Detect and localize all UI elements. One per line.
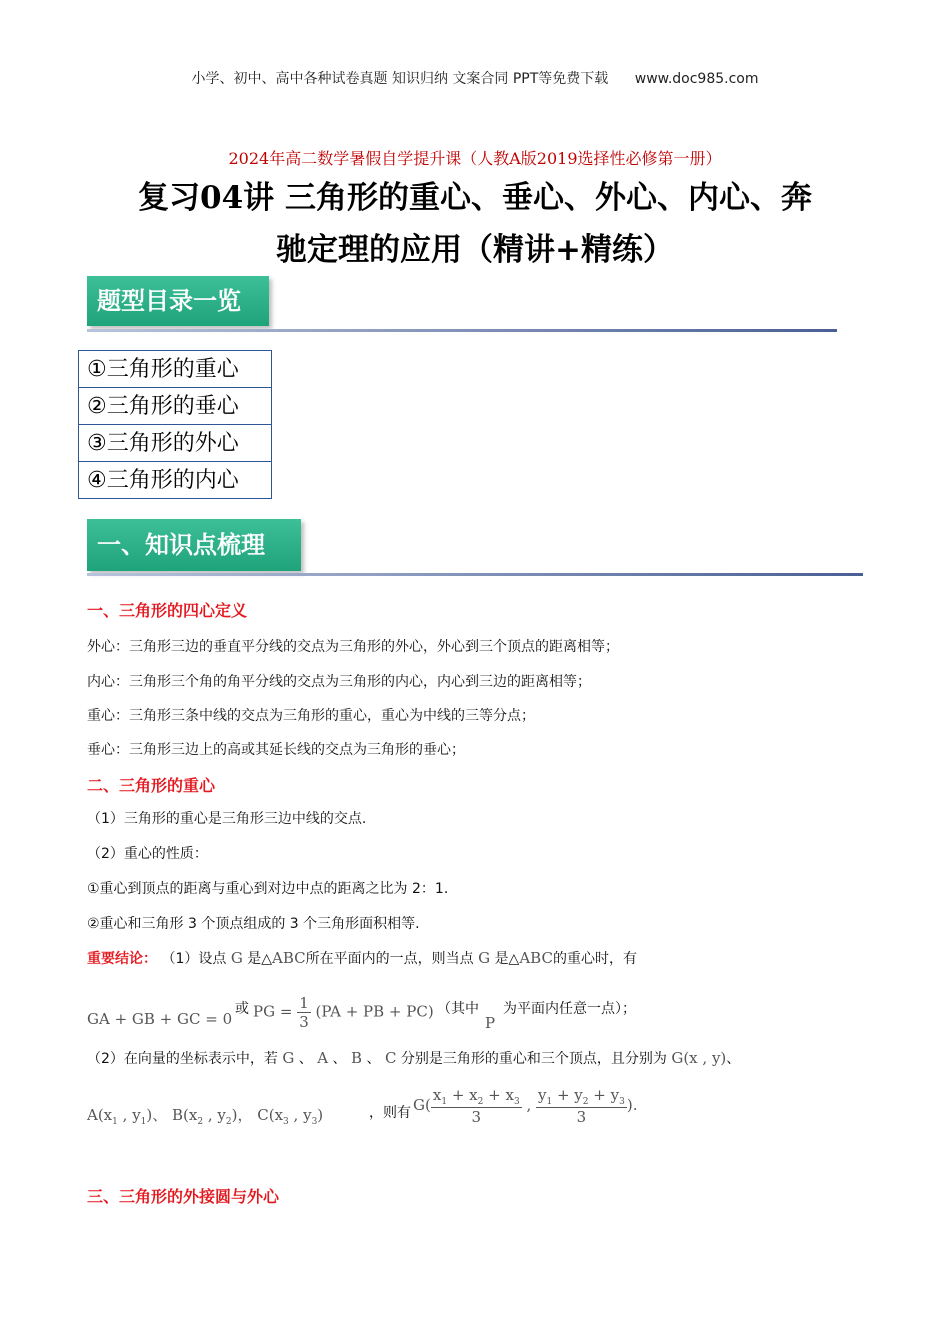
toc-banner: 题型目录一览	[87, 276, 269, 326]
centroid-point-1: （1）三角形的重心是三角形三边中线的交点.	[87, 811, 367, 827]
symbol-p: P	[485, 1014, 496, 1032]
page-header	[0, 68, 950, 88]
toc-item-orthocenter[interactable]: ②三角形的垂心	[78, 387, 272, 425]
conclusion-line-2: （2）在向量的坐标表示中，若 G 、 A 、 B 、 C 分别是三角形的重心和三个顶点，且分别为 G(x , y)、	[87, 1049, 741, 1067]
centroid-formula: G( $\frac{x_1 + x_2 + x_3}{3}$ , $\frac{y_1 + y_2 + y_3}{3}$ ).	[413, 1086, 638, 1126]
section1-heading: 一、三角形的四心定义	[87, 601, 248, 620]
vertex-coordinates: $A(x_1$ , $y_1$)、 $B(x_2$ , $y_2$)， $C(x_3$ , $y_3$)	[87, 1106, 324, 1127]
def-circumcenter: 外心：三角形三边的垂直平分线的交点为三角形的外心，外心到三个顶点的距离相等；	[87, 639, 619, 655]
conclusion-line-1: 重要结论： （1）设点 G 是△ABC所在平面内的一点，则当点 G 是△ABC的重心时，有	[87, 949, 637, 967]
toc-item-circumcenter[interactable]: ③三角形的外心	[78, 424, 272, 462]
header-site: www.doc985.com	[634, 71, 759, 87]
title-line-2: 驰定理的应用（精讲+精练）	[276, 232, 674, 268]
pg-equation: PG = $\frac{1}{3}$ (PA + PB + PC)	[253, 994, 434, 1031]
symbol-abc: ABC	[272, 949, 306, 967]
conclusion-label: 重要结论：	[87, 951, 157, 967]
toc-item-incenter[interactable]: ④三角形的内心	[78, 461, 272, 499]
knowledge-banner: 一、知识点梳理	[87, 519, 301, 571]
symbol-g: G	[478, 949, 491, 967]
knowledge-banner-rule	[87, 573, 863, 576]
def-orthocenter: 垂心：三角形三边上的高或其延长线的交点为三角形的垂心；	[87, 742, 465, 758]
fraction-one-third: $\frac{1}{3}$	[299, 994, 309, 1031]
symbol-abc: ABC	[519, 949, 553, 967]
vector-sum-equation: GA + GB + GC = 0	[87, 1010, 233, 1028]
section3-heading: 三、三角形的外接圆与外心	[87, 1187, 280, 1206]
centroid-property-1: ①重心到顶点的距离与重心到对边中点的距离之比为 2：1.	[87, 881, 449, 897]
def-incenter: 内心：三角形三个角的角平分线的交点为三角形的内心，内心到三边的距离相等；	[87, 674, 591, 690]
centroid-point-2: （2）重心的性质：	[87, 846, 208, 862]
toc-banner-rule	[87, 329, 837, 332]
header-text: 小学、初中、高中各种试卷真题 知识归纳 文案合同 PPT等免费下载	[191, 71, 609, 87]
centroid-property-2: ②重心和三角形 3 个顶点组成的 3 个三角形面积相等.	[87, 916, 420, 932]
def-centroid: 重心：三角形三条中线的交点为三角形的重心，重心为中线的三等分点；	[87, 708, 535, 724]
page-title	[80, 172, 870, 276]
title-line-1: 复习04讲 三角形的重心、垂心、外心、内心、奔	[138, 180, 812, 216]
toc-list	[78, 351, 272, 499]
section2-heading: 二、三角形的重心	[87, 776, 216, 795]
symbol-g: G	[230, 949, 243, 967]
course-subtitle: 2024年高二数学暑假自学提升课（人教A版2019选择性必修第一册）	[228, 149, 722, 168]
centroid-coordinate: G(x , y)	[671, 1049, 727, 1067]
toc-item-centroid[interactable]: ①三角形的重心	[78, 350, 272, 388]
